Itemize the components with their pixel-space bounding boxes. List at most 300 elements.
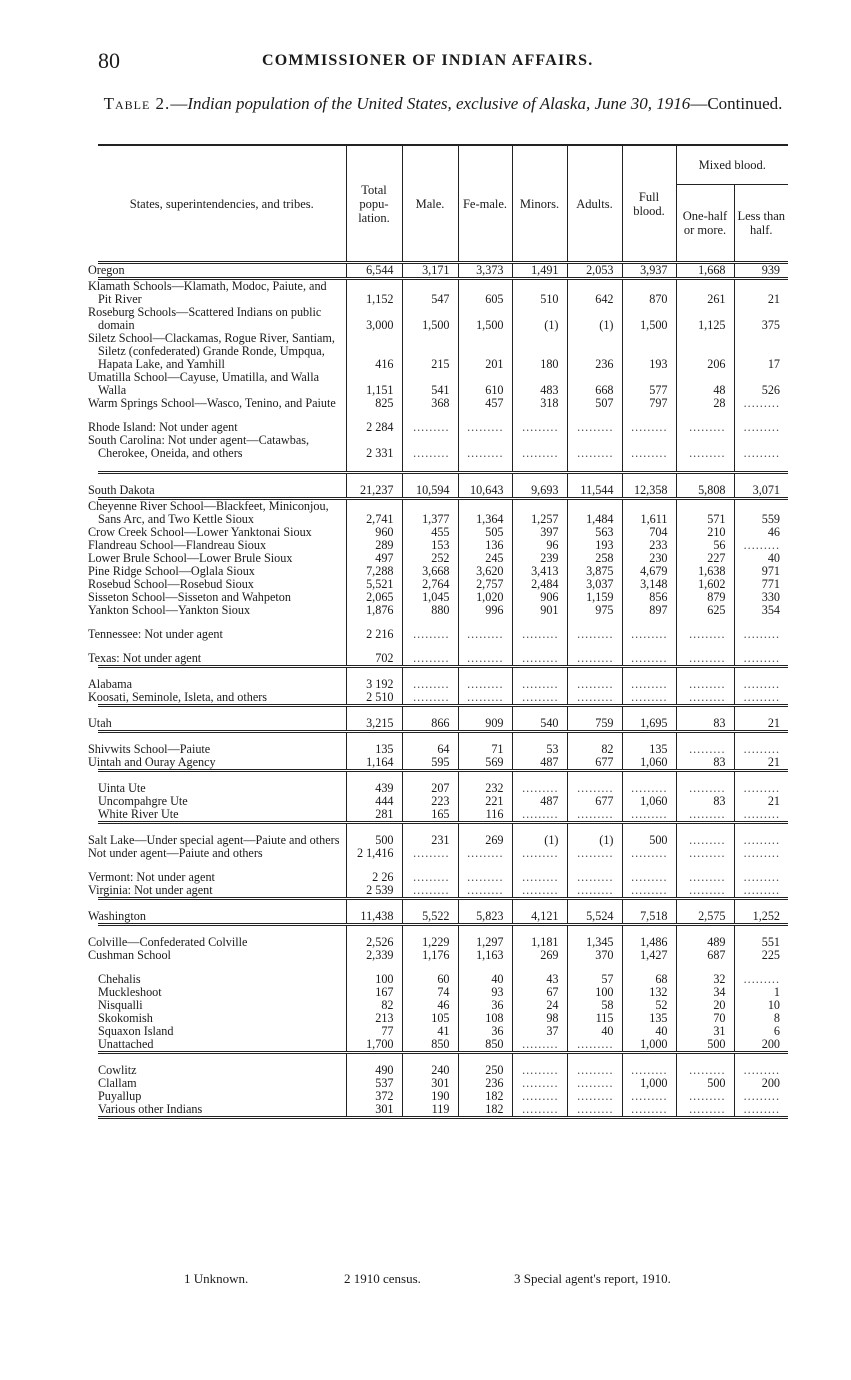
table-row — [98, 808, 788, 823]
cell-less-than-half: ......... — [734, 732, 788, 757]
footnote-3: 3 Special agent's report, 1910. — [514, 1271, 671, 1286]
cell-female — [458, 962, 512, 973]
cell-adults: (1) — [567, 306, 622, 332]
cell-less-than-half: 21 — [734, 795, 788, 808]
table-row — [98, 263, 788, 279]
cell-male: 1,377 — [402, 499, 458, 527]
cell-adults: ......... — [567, 884, 622, 899]
cell-half-or-more: 210 — [676, 526, 734, 539]
cell-half-or-more: 5,808 — [676, 473, 734, 499]
row-label: Virginia: Not under agent — [98, 884, 346, 899]
table-row — [98, 706, 788, 732]
cell-less-than-half: 3,071 — [734, 473, 788, 499]
cell-male: 10,594 — [402, 473, 458, 499]
cell-less-than-half: ......... — [734, 652, 788, 667]
cell-adults: 975 — [567, 604, 622, 617]
cell-male: 119 — [402, 1103, 458, 1118]
cell-full-blood: 870 — [622, 279, 676, 307]
row-label: Colville—Confederated Colville — [88, 935, 248, 949]
cell-total: 702 — [346, 652, 402, 667]
cell-total: 6,544 — [346, 263, 402, 279]
cell-male: 207 — [402, 771, 458, 796]
cell-less-than-half: 8 — [734, 1012, 788, 1025]
cell-full-blood: ......... — [622, 1053, 676, 1078]
row-label: Uinta Ute — [98, 781, 146, 795]
cell-less-than-half: ......... — [734, 771, 788, 796]
cell-half-or-more: ......... — [676, 667, 734, 692]
cell-less-than-half: ......... — [734, 397, 788, 410]
row-label: Lower Brule School—Lower Brule Sioux — [88, 551, 293, 565]
cell-full-blood: 856 — [622, 591, 676, 604]
cell-half-or-more: ......... — [676, 823, 734, 848]
cell-female: 610 — [458, 371, 512, 397]
cell-minors: ......... — [512, 434, 567, 460]
cell-adults: 3,037 — [567, 578, 622, 591]
cell-adults: 1,484 — [567, 499, 622, 527]
cell-male: 165 — [402, 808, 458, 823]
cell-female: 36 — [458, 999, 512, 1012]
cell-female: 3,373 — [458, 263, 512, 279]
cell-full-blood: 52 — [622, 999, 676, 1012]
cell-less-than-half: 17 — [734, 332, 788, 371]
cell-female: 40 — [458, 973, 512, 986]
cell-full-blood: 1,060 — [622, 756, 676, 771]
cell-minors: 2,484 — [512, 578, 567, 591]
cell-minors: 1,181 — [512, 925, 567, 950]
cell-total: 2 1,416 — [346, 847, 402, 860]
cell-less-than-half: 330 — [734, 591, 788, 604]
cell-full-blood: 12,358 — [622, 473, 676, 499]
cell-total: 1,164 — [346, 756, 402, 771]
cell-male: ......... — [402, 652, 458, 667]
cell-total: 2 26 — [346, 871, 402, 884]
cell-adults: 5,524 — [567, 899, 622, 925]
cell-total — [346, 641, 402, 652]
cell-less-than-half: 200 — [734, 1077, 788, 1090]
cell-minors: ......... — [512, 1077, 567, 1090]
cell-adults: 193 — [567, 539, 622, 552]
cell-female: 250 — [458, 1053, 512, 1078]
row-label: Roseburg Schools—Scattered Indians on public domain — [88, 305, 322, 332]
cell-male: ......... — [402, 871, 458, 884]
cell-adults — [567, 962, 622, 973]
cell-full-blood — [622, 460, 676, 473]
cell-minors: (1) — [512, 306, 567, 332]
cell-less-than-half: ......... — [734, 539, 788, 552]
cell-minors: 318 — [512, 397, 567, 410]
table-row — [98, 732, 788, 757]
cell-full-blood: 230 — [622, 552, 676, 565]
cell-minors: ......... — [512, 871, 567, 884]
cell-total: 2 216 — [346, 628, 402, 641]
cell-less-than-half: ......... — [734, 884, 788, 899]
cell-minors: 540 — [512, 706, 567, 732]
cell-full-blood: ......... — [622, 1103, 676, 1118]
cell-male: 3,171 — [402, 263, 458, 279]
cell-full-blood: 3,148 — [622, 578, 676, 591]
cell-minors: 180 — [512, 332, 567, 371]
cell-less-than-half — [734, 460, 788, 473]
cell-minors: ......... — [512, 667, 567, 692]
table-row — [98, 1103, 788, 1118]
cell-less-than-half: 551 — [734, 925, 788, 950]
cell-male: 880 — [402, 604, 458, 617]
cell-female: 1,297 — [458, 925, 512, 950]
cell-minors: ......... — [512, 652, 567, 667]
cell-adults: ......... — [567, 1077, 622, 1090]
cell-total: 7,288 — [346, 565, 402, 578]
cell-male: ......... — [402, 691, 458, 706]
cell-full-blood: ......... — [622, 1090, 676, 1103]
cell-male: 455 — [402, 526, 458, 539]
cell-adults: 668 — [567, 371, 622, 397]
cell-male: 60 — [402, 973, 458, 986]
cell-minors: ......... — [512, 771, 567, 796]
cell-minors: 487 — [512, 795, 567, 808]
cell-minors: 1,491 — [512, 263, 567, 279]
running-head: COMMISSIONER OF INDIAN AFFAIRS. — [262, 52, 594, 69]
cell-less-than-half: 939 — [734, 263, 788, 279]
cell-total: 5,521 — [346, 578, 402, 591]
cell-total: 497 — [346, 552, 402, 565]
cell-less-than-half: ......... — [734, 667, 788, 692]
cell-male: 190 — [402, 1090, 458, 1103]
cell-male: 41 — [402, 1025, 458, 1038]
row-label: Cowlitz — [98, 1063, 137, 1077]
cell-adults: 58 — [567, 999, 622, 1012]
row-label: Chehalis — [98, 972, 141, 986]
cell-full-blood — [622, 962, 676, 973]
cell-total: 416 — [346, 332, 402, 371]
cell-adults: ......... — [567, 667, 622, 692]
row-label: Yankton School—Yankton Sioux — [88, 603, 251, 617]
cell-full-blood: 500 — [622, 823, 676, 848]
cell-half-or-more: 1,638 — [676, 565, 734, 578]
cell-adults: 82 — [567, 732, 622, 757]
cell-female: ......... — [458, 884, 512, 899]
table-row — [98, 899, 788, 925]
cell-adults: 677 — [567, 756, 622, 771]
cell-half-or-more: 879 — [676, 591, 734, 604]
cell-full-blood: 1,611 — [622, 499, 676, 527]
cell-adults: 40 — [567, 1025, 622, 1038]
cell-half-or-more: 687 — [676, 949, 734, 962]
cell-total: 2 539 — [346, 884, 402, 899]
cell-full-blood: 7,518 — [622, 899, 676, 925]
row-label: Squaxon Island — [98, 1024, 174, 1038]
cell-female: ......... — [458, 434, 512, 460]
cell-adults: ......... — [567, 808, 622, 823]
row-label: Clallam — [98, 1076, 137, 1090]
cell-half-or-more: 261 — [676, 279, 734, 307]
row-label: Utah — [98, 706, 346, 732]
cell-half-or-more: 571 — [676, 499, 734, 527]
cell-half-or-more: ......... — [676, 732, 734, 757]
cell-total: 490 — [346, 1053, 402, 1078]
cell-total: 439 — [346, 771, 402, 796]
row-label: Various other Indians — [98, 1103, 346, 1118]
cell-full-blood: 40 — [622, 1025, 676, 1038]
cell-minors: 53 — [512, 732, 567, 757]
cell-female: ......... — [458, 652, 512, 667]
cell-total: 82 — [346, 999, 402, 1012]
cell-minors: 37 — [512, 1025, 567, 1038]
row-label: Uncompahgre Ute — [98, 794, 188, 808]
footnote-2: 2 1910 census. — [344, 1271, 421, 1286]
table-row — [98, 371, 788, 397]
cell-total — [346, 962, 402, 973]
cell-half-or-more: 1,602 — [676, 578, 734, 591]
cell-male: ......... — [402, 884, 458, 899]
table-row — [98, 925, 788, 950]
col-header-male: Male. — [402, 145, 458, 263]
cell-full-blood: 193 — [622, 332, 676, 371]
cell-minors: 906 — [512, 591, 567, 604]
cell-female: 269 — [458, 823, 512, 848]
cell-adults: ......... — [567, 1103, 622, 1118]
caption-dash: — — [170, 94, 188, 113]
cell-female: ......... — [458, 847, 512, 860]
cell-minors: ......... — [512, 1103, 567, 1118]
cell-minors: ......... — [512, 1038, 567, 1053]
cell-total: 372 — [346, 1090, 402, 1103]
cell-less-than-half: 40 — [734, 552, 788, 565]
cell-female: ......... — [458, 421, 512, 434]
cell-female: 36 — [458, 1025, 512, 1038]
cell-male: 46 — [402, 999, 458, 1012]
caption-suffix: —Continued. — [690, 94, 783, 113]
cell-full-blood: ......... — [622, 771, 676, 796]
cell-male — [402, 460, 458, 473]
cell-total: 960 — [346, 526, 402, 539]
cell-half-or-more: 2,575 — [676, 899, 734, 925]
col-header-minors: Minors. — [512, 145, 567, 263]
table-row — [98, 652, 788, 667]
row-label — [98, 460, 346, 473]
row-label: Koosati, Seminole, Isleta, and others — [98, 691, 346, 706]
page-number: 80 — [98, 48, 120, 73]
cell-minors: ......... — [512, 847, 567, 860]
cell-female: ......... — [458, 691, 512, 706]
cell-full-blood: 1,486 — [622, 925, 676, 950]
cell-female: 10,643 — [458, 473, 512, 499]
row-label: Muckleshoot — [98, 985, 162, 999]
cell-less-than-half: 225 — [734, 949, 788, 962]
cell-adults: 759 — [567, 706, 622, 732]
row-label: Tennessee: Not under agent — [88, 627, 223, 641]
cell-full-blood: 4,679 — [622, 565, 676, 578]
cell-total: 537 — [346, 1077, 402, 1090]
cell-male: 1,045 — [402, 591, 458, 604]
cell-minors: 24 — [512, 999, 567, 1012]
cell-half-or-more: 56 — [676, 539, 734, 552]
table-row — [98, 847, 788, 860]
cell-adults: ......... — [567, 847, 622, 860]
row-label: Flandreau School—Flandreau Sioux — [88, 538, 267, 552]
col-header-total: Total popu-lation. — [346, 145, 402, 263]
cell-full-blood: 1,500 — [622, 306, 676, 332]
cell-female: 2,757 — [458, 578, 512, 591]
cell-female: 1,500 — [458, 306, 512, 332]
cell-male: ......... — [402, 847, 458, 860]
row-label: Vermont: Not under agent — [88, 870, 215, 884]
cell-half-or-more: ......... — [676, 1103, 734, 1118]
cell-male: 541 — [402, 371, 458, 397]
cell-half-or-more: ......... — [676, 871, 734, 884]
cell-less-than-half: 10 — [734, 999, 788, 1012]
cell-total: 3 192 — [346, 667, 402, 692]
cell-full-blood: 135 — [622, 1012, 676, 1025]
table-row — [98, 949, 788, 962]
cell-total: 2 331 — [346, 434, 402, 460]
cell-less-than-half: 354 — [734, 604, 788, 617]
cell-female: 1,163 — [458, 949, 512, 962]
cell-total: 2 284 — [346, 421, 402, 434]
cell-male: ......... — [402, 421, 458, 434]
cell-less-than-half: 559 — [734, 499, 788, 527]
cell-half-or-more: 32 — [676, 973, 734, 986]
cell-full-blood: ......... — [622, 847, 676, 860]
cell-half-or-more: ......... — [676, 847, 734, 860]
cell-less-than-half: 771 — [734, 578, 788, 591]
col-header-mixed-blood: Mixed blood. — [676, 145, 788, 185]
cell-minors — [512, 460, 567, 473]
table-row — [98, 434, 788, 460]
cell-male: 850 — [402, 1038, 458, 1053]
row-label: Rhode Island: Not under agent — [88, 420, 238, 434]
row-label: Texas: Not under agent — [98, 652, 346, 667]
cell-minors: (1) — [512, 823, 567, 848]
cell-less-than-half: ......... — [734, 691, 788, 706]
cell-minors: 4,121 — [512, 899, 567, 925]
cell-half-or-more: 206 — [676, 332, 734, 371]
row-label: Washington — [98, 899, 346, 925]
cell-half-or-more: 31 — [676, 1025, 734, 1038]
cell-adults: ......... — [567, 1053, 622, 1078]
cell-total: 21,237 — [346, 473, 402, 499]
cell-male: ......... — [402, 667, 458, 692]
cell-total: 167 — [346, 986, 402, 999]
caption-title: Indian population of the United States, exclusive of Alaska, June 30, 1916 — [187, 94, 691, 113]
cell-male: 547 — [402, 279, 458, 307]
cell-adults: ......... — [567, 421, 622, 434]
cell-full-blood: 797 — [622, 397, 676, 410]
cell-full-blood: 135 — [622, 732, 676, 757]
cell-half-or-more: ......... — [676, 884, 734, 899]
col-header-female: Fe-male. — [458, 145, 512, 263]
table-row — [98, 628, 788, 641]
cell-less-than-half: ......... — [734, 823, 788, 848]
row-label: Crow Creek School—Lower Yanktonai Sioux — [88, 525, 312, 539]
row-label: Siletz School—Clackamas, Rogue River, Santiam, Siletz (confederated) Grande Ronde, Umpqua, Hapata Lake, and Yamhill — [88, 331, 335, 371]
row-label: South Carolina: Not under agent—Catawbas, Cherokee, Oneida, and others — [88, 433, 310, 460]
population-table — [88, 144, 788, 1119]
cell-total: 2,339 — [346, 949, 402, 962]
cell-female: 3,620 — [458, 565, 512, 578]
row-label: Puyallup — [98, 1089, 142, 1103]
cell-adults: 11,544 — [567, 473, 622, 499]
cell-female: 909 — [458, 706, 512, 732]
cell-adults: ......... — [567, 871, 622, 884]
cell-less-than-half: ......... — [734, 1053, 788, 1078]
row-label: South Dakota — [98, 473, 346, 499]
row-label: Skokomish — [98, 1011, 153, 1025]
cell-female: 182 — [458, 1090, 512, 1103]
cell-male: 240 — [402, 1053, 458, 1078]
cell-male: 64 — [402, 732, 458, 757]
cell-female: 1,020 — [458, 591, 512, 604]
table-row — [98, 823, 788, 848]
cell-minors: ......... — [512, 1090, 567, 1103]
table-row — [98, 499, 788, 527]
cell-female: 1,364 — [458, 499, 512, 527]
cell-half-or-more: ......... — [676, 1053, 734, 1078]
row-label: Uintah and Ouray Agency — [98, 756, 346, 771]
cell-minors: 487 — [512, 756, 567, 771]
cell-full-blood: ......... — [622, 434, 676, 460]
cell-female: ......... — [458, 667, 512, 692]
cell-half-or-more: 500 — [676, 1038, 734, 1053]
cell-adults: 115 — [567, 1012, 622, 1025]
cell-half-or-more: 83 — [676, 706, 734, 732]
table-caption — [98, 94, 788, 113]
cell-male: 866 — [402, 706, 458, 732]
cell-adults: 236 — [567, 332, 622, 371]
cell-total: 301 — [346, 1103, 402, 1118]
cell-minors: 43 — [512, 973, 567, 986]
cell-total: 77 — [346, 1025, 402, 1038]
cell-total — [346, 460, 402, 473]
cell-adults: 3,875 — [567, 565, 622, 578]
cell-adults: 642 — [567, 279, 622, 307]
cell-less-than-half: ......... — [734, 628, 788, 641]
cell-full-blood: 897 — [622, 604, 676, 617]
cell-male: 223 — [402, 795, 458, 808]
col-header-less-than-half: Less than half. — [734, 185, 788, 263]
cell-total: 825 — [346, 397, 402, 410]
table-row — [98, 1053, 788, 1078]
cell-less-than-half: ......... — [734, 808, 788, 823]
cell-adults: (1) — [567, 823, 622, 848]
cell-female: ......... — [458, 628, 512, 641]
cell-total: 500 — [346, 823, 402, 848]
cell-half-or-more: 28 — [676, 397, 734, 410]
cell-full-blood: 1,060 — [622, 795, 676, 808]
cell-total: 2,065 — [346, 591, 402, 604]
cell-full-blood: 132 — [622, 986, 676, 999]
cell-total: 2,741 — [346, 499, 402, 527]
cell-half-or-more: ......... — [676, 434, 734, 460]
footnote-1: 1 Unknown. — [184, 1271, 249, 1286]
cell-less-than-half: ......... — [734, 847, 788, 860]
cell-minors: 9,693 — [512, 473, 567, 499]
cell-male: 231 — [402, 823, 458, 848]
table-row — [98, 756, 788, 771]
table-row — [98, 473, 788, 499]
cell-male: 1,176 — [402, 949, 458, 962]
cell-female — [458, 460, 512, 473]
cell-half-or-more: 48 — [676, 371, 734, 397]
table-row — [98, 397, 788, 410]
cell-less-than-half: 6 — [734, 1025, 788, 1038]
table-row — [98, 306, 788, 332]
cell-full-blood: 704 — [622, 526, 676, 539]
cell-half-or-more: 83 — [676, 795, 734, 808]
cell-minors: ......... — [512, 421, 567, 434]
cell-female: 232 — [458, 771, 512, 796]
cell-full-blood: ......... — [622, 871, 676, 884]
cell-total: 213 — [346, 1012, 402, 1025]
